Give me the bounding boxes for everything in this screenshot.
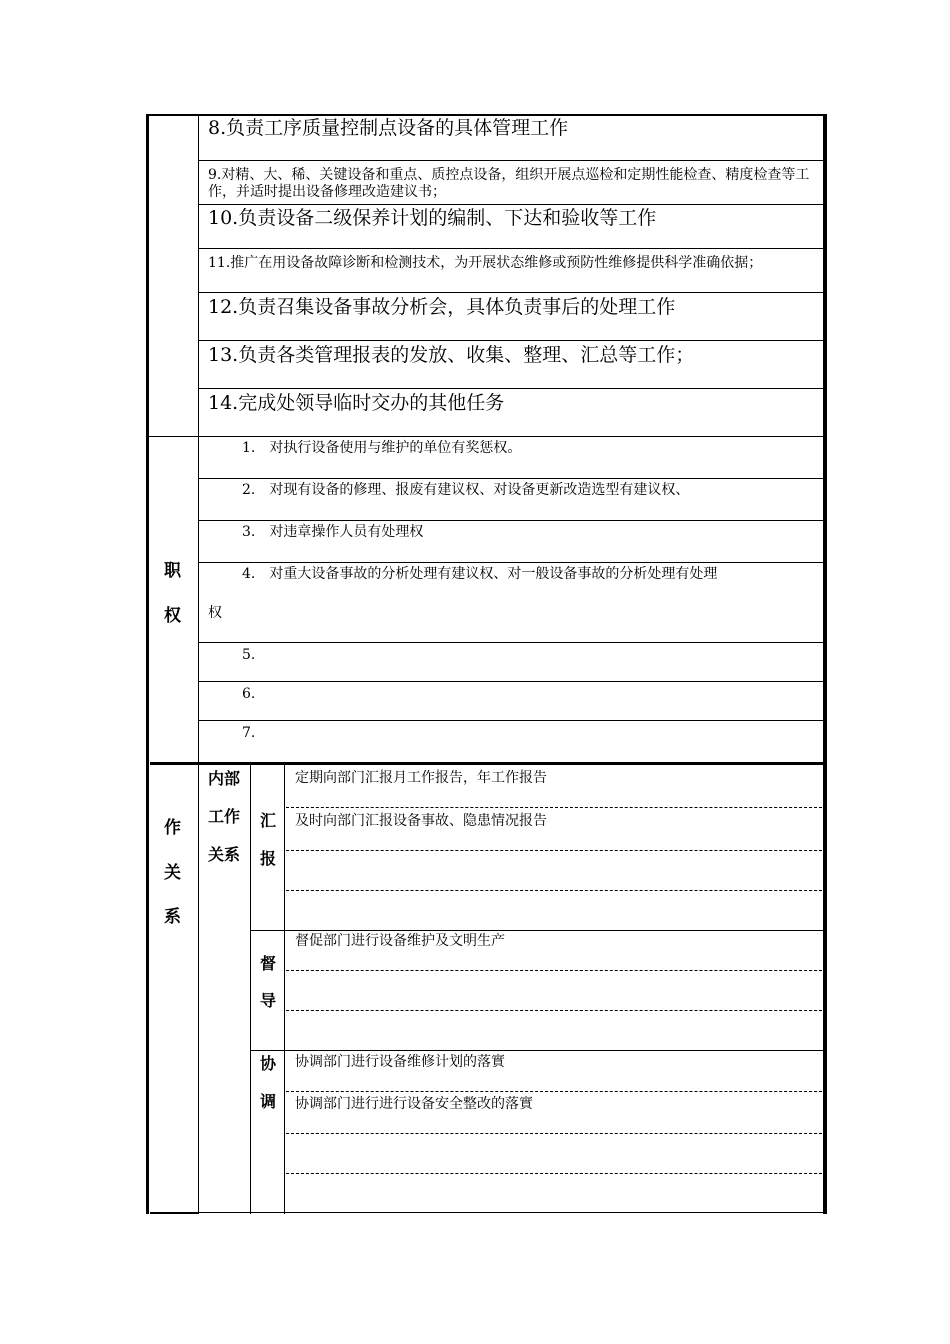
authority-item-4: 4. 对重大设备事故的分析处理有建议权、对一般设备事故的分析处理有处理	[242, 566, 718, 582]
coordinate-label-1: 协	[260, 1054, 277, 1073]
duty-item-13: 13.负责各类管理报表的发放、收集、整理、汇总等工作；	[208, 344, 695, 366]
report-label-1: 汇	[260, 811, 277, 830]
report-label-2: 报	[260, 849, 277, 868]
report-item-2: 及时向部门汇报设备事故、隐患情况报告	[295, 813, 547, 829]
authority-item-1: 1. 对执行设备使用与维护的单位有奖惩权。	[242, 440, 522, 456]
table-bottom-border	[198, 1212, 824, 1213]
row-divider	[198, 562, 824, 563]
authority-label-1: 职	[164, 561, 181, 581]
internal-label-1: 内部	[208, 769, 241, 788]
dashed-divider	[286, 1091, 822, 1092]
row-divider	[198, 340, 824, 341]
coordinate-label-2: 调	[260, 1092, 277, 1111]
section-divider-thick	[150, 762, 824, 765]
dashed-divider	[286, 850, 822, 851]
duty-item-11: 11.推广在用设备故障诊断和检测技术，为开展状态维修或预防性维修提供科学准确依据；	[208, 255, 763, 271]
dashed-divider	[286, 1173, 822, 1174]
row-divider	[198, 204, 824, 205]
dashed-divider	[286, 890, 822, 891]
table-top-border	[148, 114, 826, 116]
row-divider	[198, 160, 824, 161]
relations-label-3: 系	[164, 907, 181, 927]
authority-item-4-cont: 权	[208, 605, 222, 621]
authority-item-7: 7.	[242, 725, 256, 741]
duty-item-12: 12.负责召集设备事故分析会，具体负责事后的处理工作	[208, 296, 676, 318]
relations-label-1: 作	[164, 818, 181, 838]
row-divider	[198, 681, 824, 682]
row-divider	[198, 248, 824, 249]
authority-item-3: 3. 对违章操作人员有处理权	[242, 524, 424, 540]
duty-item-14: 14.完成处领导临时交办的其他任务	[208, 392, 505, 414]
dashed-divider	[286, 1010, 822, 1011]
sub-column-divider	[250, 765, 251, 1214]
row-divider	[198, 642, 824, 643]
coordinate-item-2: 协调部门进行进行设备安全整改的落實	[295, 1096, 533, 1112]
authority-item-2: 2. 对现有设备的修理、报废有建议权、对设备更新改造选型有建议权、	[242, 482, 690, 498]
table-left-border	[146, 114, 149, 1214]
supervise-label-1: 督	[260, 954, 277, 973]
row-divider	[198, 720, 824, 721]
dashed-divider	[286, 970, 822, 971]
table-right-border	[823, 114, 827, 1214]
group-divider	[250, 930, 824, 931]
row-divider	[198, 478, 824, 479]
group-divider	[250, 1050, 824, 1051]
duty-item-9: 9.对精、大、稀、关键设备和重点、质控点设备，组织开展点巡检和定期性能检查、精度检查等工作，并适时提出设备修理改造建议书；	[208, 167, 810, 200]
row-divider	[198, 520, 824, 521]
duty-item-10: 10.负责设备二级保养计划的编制、下达和验收等工作	[208, 207, 657, 229]
sub-column-divider	[284, 765, 285, 1214]
section-divider	[148, 436, 824, 437]
dashed-divider	[286, 807, 822, 808]
authority-label-2: 权	[164, 606, 181, 626]
table-bottom-left	[150, 1212, 198, 1214]
relations-label-2: 关	[164, 863, 181, 883]
internal-label-2: 工作	[208, 807, 241, 826]
internal-label-3: 关系	[208, 845, 241, 864]
label-column-divider	[198, 114, 199, 1214]
supervise-label-2: 导	[260, 991, 277, 1010]
report-item-1: 定期向部门汇报月工作报告，年工作报告	[295, 770, 547, 786]
authority-item-5: 5.	[242, 647, 256, 663]
row-divider	[198, 388, 824, 389]
row-divider	[198, 292, 824, 293]
authority-item-6: 6.	[242, 686, 256, 702]
supervise-item-1: 督促部门进行设备维护及文明生产	[295, 933, 505, 949]
coordinate-item-1: 协调部门进行设备维修计划的落實	[295, 1054, 505, 1070]
duty-item-8: 8.负责工序质量控制点设备的具体管理工作	[208, 117, 569, 139]
dashed-divider	[286, 1133, 822, 1134]
